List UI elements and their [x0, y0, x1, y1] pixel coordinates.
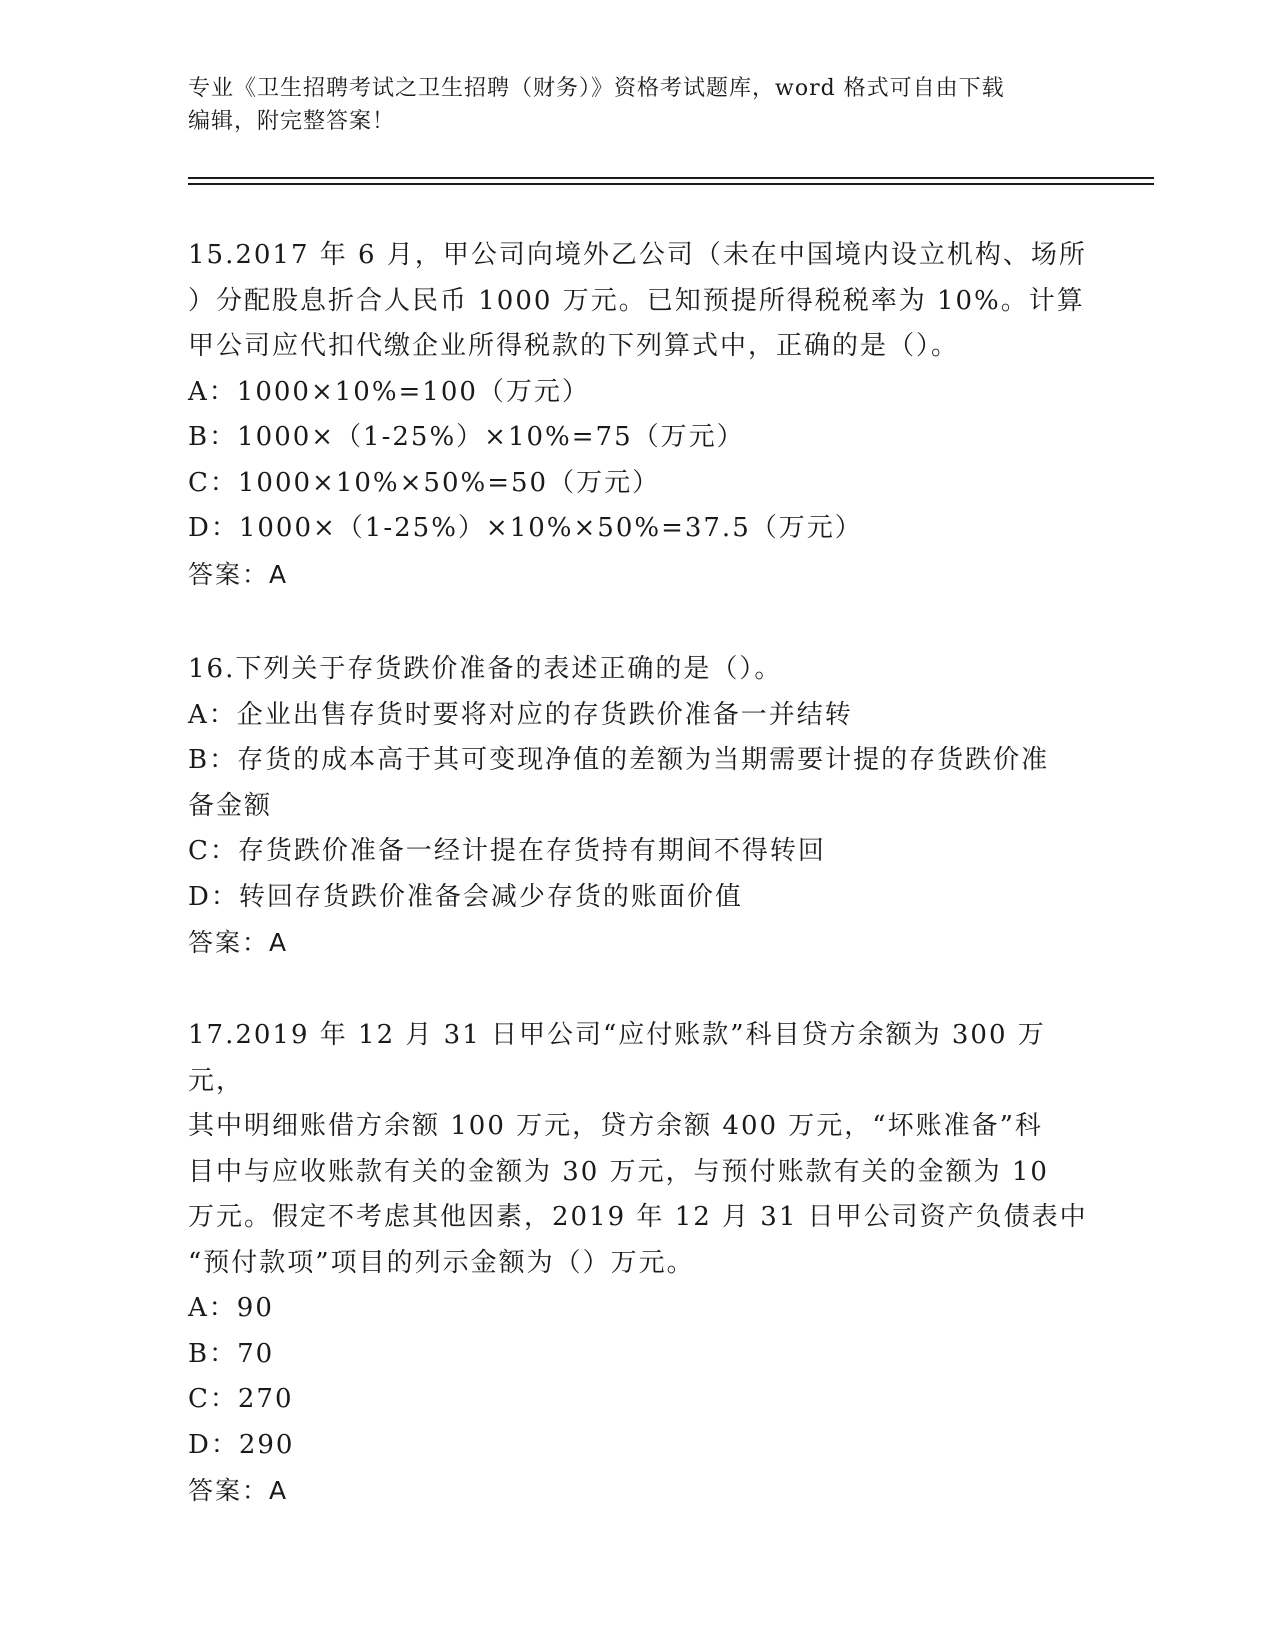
answer-line: 答案：A	[188, 928, 289, 957]
question-stem-line: 万元。假定不考虑其他因素，2019 年 12 月 31 日甲公司资产负债表中	[188, 1202, 1088, 1232]
option-a: A：90	[188, 1293, 274, 1323]
question-stem-line: 甲公司应代扣代缴企业所得税款的下列算式中，正确的是（）。	[188, 331, 960, 361]
option-a: A：1000×10%=100（万元）	[188, 376, 590, 407]
option-b-continued: 备金额	[188, 790, 273, 821]
header-line-1: 专业《卫生招聘考试之卫生招聘（财务）》资格考试题库，word 格式可自由下载	[188, 76, 1005, 101]
answer-line: 答案：A	[188, 559, 289, 589]
question-15	[188, 233, 1088, 597]
question-stem-line: “预付款项”项目的列示金额为（）万元。	[188, 1247, 695, 1278]
option-b: B：存货的成本高于其可变现净值的差额为当期需要计提的存货跌价准	[188, 745, 1050, 775]
question-stem-line: 其中明细账借方余额 100 万元，贷方余额 400 万元，“坏账准备”科	[188, 1111, 1043, 1141]
option-a: A：企业出售存货时要将对应的存货跌价准备一并结转	[188, 699, 853, 730]
header-line-2: 编辑，附完整答案！	[188, 109, 396, 134]
question-16	[188, 647, 1088, 966]
question-stem-line: 16.下列关于存货跌价准备的表述正确的是（）。	[188, 654, 783, 684]
option-d: D：转回存货跌价准备会减少存货的账面价值	[188, 881, 743, 912]
question-stem-line: 17.2019 年 12 月 31 日甲公司“应付账款”科目贷方余额为 300 万元，	[188, 1020, 1046, 1096]
header-divider-top	[188, 177, 1154, 179]
header-divider-bottom	[188, 183, 1154, 185]
question-stem-line: ）分配股息折合人民币 1000 万元。已知预提所得税税率为 10%。计算	[188, 285, 1085, 316]
option-c: C：270	[188, 1384, 294, 1414]
option-b: B：70	[188, 1338, 275, 1369]
document-header	[188, 72, 1088, 138]
option-c: C：存货跌价准备一经计提在存货持有期间不得转回	[188, 836, 826, 866]
option-d: D：290	[188, 1429, 295, 1460]
question-stem-line: 目中与应收账款有关的金额为 30 万元，与预付账款有关的金额为 10	[188, 1156, 1049, 1187]
option-b: B：1000×（1-25%）×10%=75（万元）	[188, 422, 745, 452]
option-c: C：1000×10%×50%=50（万元）	[188, 467, 661, 498]
option-d: D：1000×（1-25%）×10%×50%=37.5（万元）	[188, 513, 863, 543]
answer-line: 答案：A	[188, 1476, 289, 1505]
question-stem-line: 15.2017 年 6 月，甲公司向境外乙公司（未在中国境内设立机构、场所	[188, 240, 1087, 270]
question-17	[188, 1013, 1088, 1514]
